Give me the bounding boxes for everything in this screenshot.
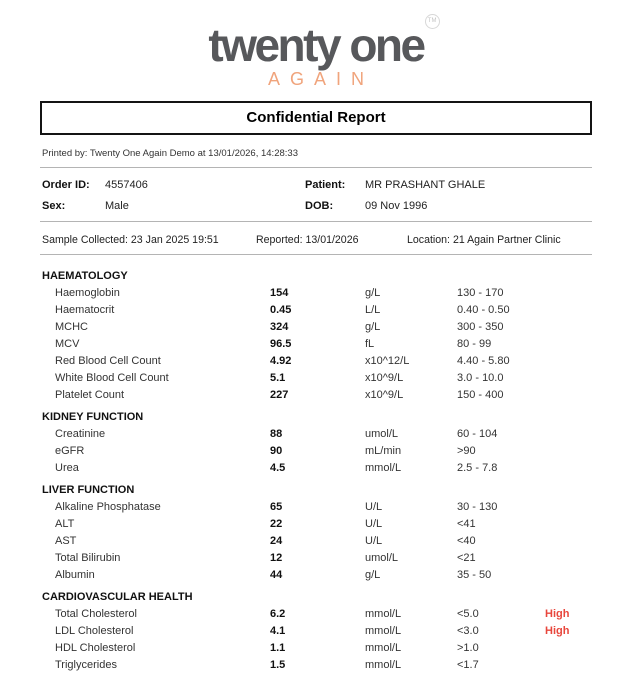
test-range: 300 - 350: [457, 320, 504, 333]
divider-top: [40, 167, 592, 168]
test-name: Total Bilirubin: [55, 551, 121, 564]
results-section: [42, 589, 632, 673]
brand-wordmark-text: twenty one: [208, 19, 424, 71]
section-header: CARDIOVASCULAR HEALTH: [42, 591, 193, 603]
test-unit: g/L: [365, 286, 381, 299]
test-row: [42, 549, 632, 566]
test-value: 96.5: [270, 337, 292, 350]
test-row: [42, 498, 632, 515]
test-unit: mmol/L: [365, 658, 402, 671]
test-unit: fL: [365, 337, 375, 350]
test-row: [42, 352, 632, 369]
test-name: ALT: [55, 517, 75, 530]
test-name: Albumin: [55, 568, 95, 581]
test-unit: x10^9/L: [365, 371, 404, 384]
results-section: [42, 268, 632, 403]
brand-logo: [0, 0, 632, 88]
section-header: KIDNEY FUNCTION: [42, 411, 144, 423]
test-unit: U/L: [365, 500, 383, 513]
section-header: HAEMATOLOGY: [42, 270, 128, 282]
patient-info-row-2: [42, 200, 590, 212]
test-range: 35 - 50: [457, 568, 492, 581]
patient-info: [42, 179, 590, 212]
test-range: 2.5 - 7.8: [457, 461, 498, 474]
divider-patient: [40, 221, 592, 222]
results-section: [42, 409, 632, 476]
test-name: Red Blood Cell Count: [55, 354, 161, 367]
test-range: 4.40 - 5.80: [457, 354, 510, 367]
patient-label: Patient:: [305, 179, 346, 191]
test-range: <21: [457, 551, 476, 564]
test-unit: g/L: [365, 568, 381, 581]
sample-location: Location: 21 Again Partner Clinic: [407, 234, 561, 246]
test-range: 3.0 - 10.0: [457, 371, 504, 384]
dob-value: 09 Nov 1996: [365, 200, 428, 212]
section-header: LIVER FUNCTION: [42, 484, 135, 496]
test-value: 324: [270, 320, 289, 333]
test-row: [42, 442, 632, 459]
test-row: [42, 532, 632, 549]
test-range: <3.0: [457, 624, 479, 637]
sex-field: [42, 200, 305, 212]
order-id-label: Order ID:: [42, 179, 90, 191]
test-value: 44: [270, 568, 283, 581]
printed-by-line: Printed by: Twenty One Again Demo at 13/01/2026, 14:28:33: [42, 148, 298, 159]
test-value: 4.1: [270, 624, 286, 637]
test-row: [42, 605, 632, 622]
section-rows: [42, 425, 632, 476]
test-name: Triglycerides: [55, 658, 117, 671]
test-row: [42, 515, 632, 532]
test-value: 1.1: [270, 641, 286, 654]
test-row: [42, 622, 632, 639]
test-range: 150 - 400: [457, 388, 504, 401]
test-value: 90: [270, 444, 283, 457]
test-range: 60 - 104: [457, 427, 498, 440]
test-unit: g/L: [365, 320, 381, 333]
test-value: 227: [270, 388, 289, 401]
test-row: [42, 284, 632, 301]
section-rows: [42, 498, 632, 583]
test-range: 30 - 130: [457, 500, 498, 513]
test-name: Haemoglobin: [55, 286, 120, 299]
test-range: 130 - 170: [457, 286, 504, 299]
test-unit: x10^9/L: [365, 388, 404, 401]
results-sections: [42, 268, 632, 673]
test-name: HDL Cholesterol: [55, 641, 136, 654]
test-row: [42, 301, 632, 318]
test-unit: mmol/L: [365, 607, 402, 620]
test-value: 4.5: [270, 461, 286, 474]
test-flag: High: [545, 624, 570, 637]
test-range: 0.40 - 0.50: [457, 303, 510, 316]
test-value: 5.1: [270, 371, 286, 384]
test-unit: mL/min: [365, 444, 402, 457]
test-range: >90: [457, 444, 476, 457]
test-unit: mmol/L: [365, 461, 402, 474]
brand-subword: AGAIN: [267, 69, 374, 89]
test-row: [42, 566, 632, 583]
test-value: 22: [270, 517, 283, 530]
test-unit: x10^12/L: [365, 354, 410, 367]
divider-sample: [40, 254, 592, 255]
test-range: 80 - 99: [457, 337, 492, 350]
sex-label: Sex:: [42, 200, 66, 212]
test-value: 4.92: [270, 354, 292, 367]
section-rows: [42, 284, 632, 403]
dob-label: DOB:: [305, 200, 334, 212]
test-flag: High: [545, 607, 570, 620]
test-value: 24: [270, 534, 283, 547]
test-row: [42, 369, 632, 386]
test-row: [42, 318, 632, 335]
sample-collected: Sample Collected: 23 Jan 2025 19:51: [42, 234, 219, 246]
patient-name-value: MR PRASHANT GHALE: [365, 179, 486, 191]
report-title-box: [40, 101, 592, 135]
test-unit: umol/L: [365, 551, 399, 564]
test-name: Platelet Count: [55, 388, 125, 401]
patient-info-row-1: [42, 179, 590, 191]
test-row: [42, 425, 632, 442]
test-range: <5.0: [457, 607, 479, 620]
brand-wordmark: [208, 18, 437, 71]
test-value: 154: [270, 286, 289, 299]
test-row: [42, 335, 632, 352]
sample-reported: Reported: 13/01/2026: [256, 234, 359, 246]
test-unit: umol/L: [365, 427, 399, 440]
trademark-icon: TM: [425, 14, 440, 29]
test-range: <41: [457, 517, 476, 530]
sex-value: Male: [105, 200, 129, 212]
test-value: 12: [270, 551, 283, 564]
test-row: [42, 386, 632, 403]
test-name: MCV: [55, 337, 80, 350]
test-name: AST: [55, 534, 77, 547]
test-range: <40: [457, 534, 476, 547]
test-unit: L/L: [365, 303, 381, 316]
test-name: MCHC: [55, 320, 88, 333]
test-value: 6.2: [270, 607, 286, 620]
test-name: Total Cholesterol: [55, 607, 137, 620]
test-name: eGFR: [55, 444, 85, 457]
sample-info: [42, 234, 590, 246]
section-rows: [42, 605, 632, 673]
test-value: 88: [270, 427, 283, 440]
test-range: <1.7: [457, 658, 479, 671]
test-row: [42, 459, 632, 476]
test-unit: mmol/L: [365, 624, 402, 637]
test-value: 65: [270, 500, 283, 513]
report-title: Confidential Report: [246, 109, 386, 126]
order-id-field: [42, 179, 305, 191]
test-unit: U/L: [365, 534, 383, 547]
test-row: [42, 639, 632, 656]
results-section: [42, 482, 632, 583]
test-name: Creatinine: [55, 427, 106, 440]
patient-field: [305, 179, 485, 191]
order-id-value: 4557406: [105, 179, 148, 191]
test-value: 0.45: [270, 303, 292, 316]
test-name: White Blood Cell Count: [55, 371, 169, 384]
test-unit: mmol/L: [365, 641, 402, 654]
test-range: >1.0: [457, 641, 479, 654]
test-value: 1.5: [270, 658, 286, 671]
test-unit: U/L: [365, 517, 383, 530]
test-name: Urea: [55, 461, 79, 474]
test-name: LDL Cholesterol: [55, 624, 134, 637]
test-row: [42, 656, 632, 673]
test-name: Haematocrit: [55, 303, 115, 316]
dob-field: [305, 200, 427, 212]
test-name: Alkaline Phosphatase: [55, 500, 161, 513]
